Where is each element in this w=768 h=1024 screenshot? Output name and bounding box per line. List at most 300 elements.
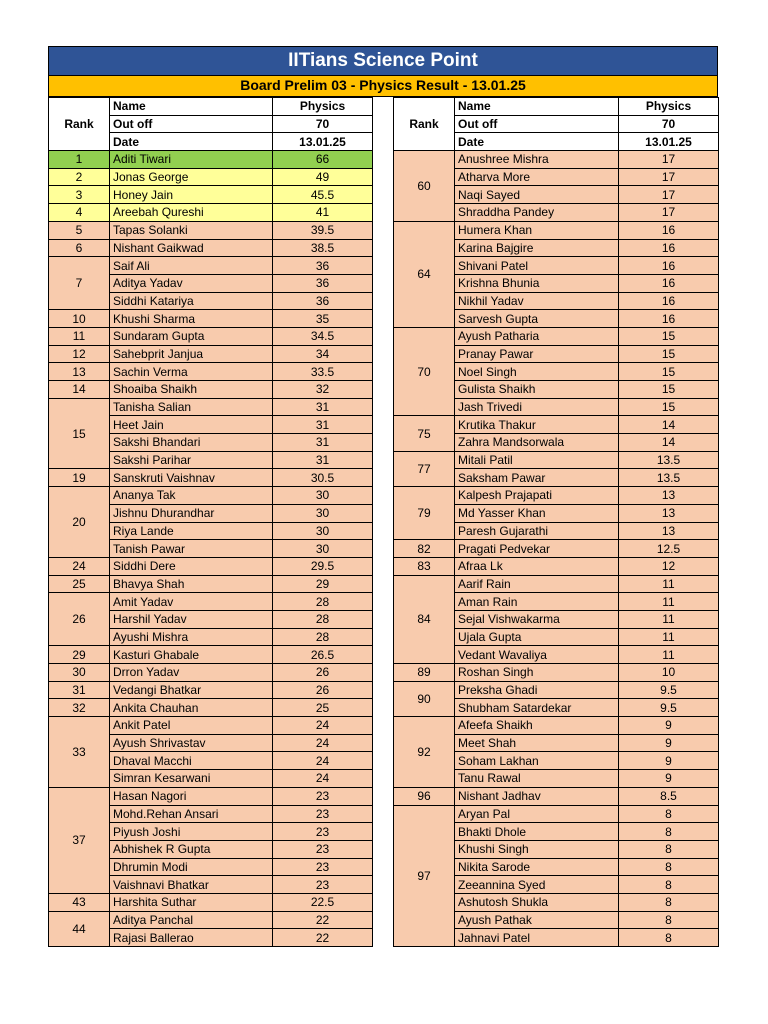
physics-score: 23	[273, 876, 373, 894]
column-gap	[373, 717, 394, 735]
table-row	[49, 628, 719, 646]
student-name: Ayush Pathak	[455, 911, 619, 929]
physics-score: 31	[273, 416, 373, 434]
rank-cell: 32	[49, 699, 110, 717]
out-of-label: Out off	[110, 115, 273, 133]
student-name: Rajasi Ballerao	[110, 929, 273, 947]
physics-score: 28	[273, 593, 373, 611]
rank-cell: 60	[394, 151, 455, 222]
physics-score: 49	[273, 168, 373, 186]
student-name: Aditya Yadav	[110, 274, 273, 292]
physics-score: 11	[619, 593, 719, 611]
student-name: Jonas George	[110, 168, 273, 186]
column-gap	[373, 451, 394, 469]
rank-cell: 82	[394, 540, 455, 558]
column-gap	[373, 840, 394, 858]
student-name: Sachin Verma	[110, 363, 273, 381]
student-name: Karina Bajgire	[455, 239, 619, 257]
physics-score: 23	[273, 787, 373, 805]
column-gap	[373, 239, 394, 257]
student-name: Ayush Patharia	[455, 327, 619, 345]
column-gap	[373, 221, 394, 239]
physics-score: 13.5	[619, 451, 719, 469]
rank-cell: 30	[49, 664, 110, 682]
date-label: Date	[110, 133, 273, 151]
physics-score: 23	[273, 840, 373, 858]
table-row	[49, 540, 719, 558]
student-name: Sahebprit Janjua	[110, 345, 273, 363]
rank-cell: 6	[49, 239, 110, 257]
physics-score: 8.5	[619, 787, 719, 805]
rank-cell: 24	[49, 557, 110, 575]
physics-score: 30	[273, 504, 373, 522]
table-row	[49, 416, 719, 434]
student-name: Preksha Ghadi	[455, 681, 619, 699]
table-row	[49, 292, 719, 310]
table-row	[49, 664, 719, 682]
student-name: Krishna Bhunia	[455, 274, 619, 292]
rank-cell: 4	[49, 204, 110, 222]
student-name: Tanish Pawar	[110, 540, 273, 558]
column-gap	[373, 327, 394, 345]
physics-score: 31	[273, 451, 373, 469]
subject-header: Physics	[273, 98, 373, 116]
out-of-label: Out off	[455, 115, 619, 133]
table-row	[49, 805, 719, 823]
rank-cell: 64	[394, 221, 455, 327]
physics-score: 9.5	[619, 681, 719, 699]
physics-score: 11	[619, 628, 719, 646]
physics-score: 22	[273, 929, 373, 947]
rank-cell: 37	[49, 787, 110, 893]
rank-cell: 97	[394, 805, 455, 947]
student-name: Areebah Qureshi	[110, 204, 273, 222]
student-name: Ujala Gupta	[455, 628, 619, 646]
physics-score: 15	[619, 327, 719, 345]
student-name: Ayush Shrivastav	[110, 734, 273, 752]
table-row	[49, 858, 719, 876]
result-subtitle: Board Prelim 03 - Physics Result - 13.01.25	[48, 76, 718, 97]
student-name: Mohd.Rehan Ansari	[110, 805, 273, 823]
institute-title: IITians Science Point	[48, 46, 718, 76]
rank-cell: 5	[49, 221, 110, 239]
name-header: Name	[110, 98, 273, 116]
column-gap	[373, 310, 394, 328]
student-name: Atharva More	[455, 168, 619, 186]
physics-score: 35	[273, 310, 373, 328]
physics-score: 28	[273, 628, 373, 646]
column-gap	[373, 664, 394, 682]
physics-score: 8	[619, 858, 719, 876]
rank-cell: 26	[49, 593, 110, 646]
rank-cell: 1	[49, 151, 110, 169]
rank-cell: 84	[394, 575, 455, 663]
physics-score: 15	[619, 381, 719, 399]
student-name: Khushi Sharma	[110, 310, 273, 328]
physics-score: 23	[273, 858, 373, 876]
physics-score: 24	[273, 734, 373, 752]
physics-score: 17	[619, 168, 719, 186]
student-name: Sejal Vishwakarma	[455, 610, 619, 628]
student-name: Aarif Rain	[455, 575, 619, 593]
column-gap	[373, 98, 394, 151]
table-row	[49, 151, 719, 169]
table-row	[49, 345, 719, 363]
physics-score: 15	[619, 345, 719, 363]
student-name: Nikhil Yadav	[455, 292, 619, 310]
physics-score: 24	[273, 752, 373, 770]
student-name: Sanskruti Vaishnav	[110, 469, 273, 487]
table-row	[49, 681, 719, 699]
student-name: Ashutosh Shukla	[455, 893, 619, 911]
physics-score: 9	[619, 717, 719, 735]
rank-cell: 31	[49, 681, 110, 699]
result-table	[48, 97, 719, 947]
column-gap	[373, 876, 394, 894]
physics-score: 11	[619, 610, 719, 628]
physics-score: 34.5	[273, 327, 373, 345]
physics-score: 17	[619, 186, 719, 204]
student-name: Pranay Pawar	[455, 345, 619, 363]
date-label: Date	[455, 133, 619, 151]
physics-score: 31	[273, 434, 373, 452]
physics-score: 30	[273, 540, 373, 558]
column-gap	[373, 628, 394, 646]
table-row	[49, 823, 719, 841]
column-gap	[373, 204, 394, 222]
rank-cell: 44	[49, 911, 110, 946]
column-gap	[373, 398, 394, 416]
column-gap	[373, 363, 394, 381]
physics-score: 8	[619, 893, 719, 911]
column-gap	[373, 911, 394, 929]
physics-score: 36	[273, 257, 373, 275]
student-name: Aryan Pal	[455, 805, 619, 823]
physics-score: 31	[273, 398, 373, 416]
rank-cell: 70	[394, 327, 455, 415]
rank-cell: 75	[394, 416, 455, 451]
column-gap	[373, 681, 394, 699]
student-name: Dhaval Macchi	[110, 752, 273, 770]
column-gap	[373, 540, 394, 558]
physics-score: 32	[273, 381, 373, 399]
student-name: Humera Khan	[455, 221, 619, 239]
physics-score: 22	[273, 911, 373, 929]
student-name: Saif Ali	[110, 257, 273, 275]
physics-score: 36	[273, 274, 373, 292]
student-name: Mitali Patil	[455, 451, 619, 469]
student-name: Sarvesh Gupta	[455, 310, 619, 328]
student-name: Paresh Gujarathi	[455, 522, 619, 540]
rank-cell: 19	[49, 469, 110, 487]
table-row	[49, 469, 719, 487]
rank-cell: 2	[49, 168, 110, 186]
physics-score: 26	[273, 664, 373, 682]
table-row	[49, 451, 719, 469]
table-row	[49, 522, 719, 540]
table-row	[49, 186, 719, 204]
student-name: Harshita Suthar	[110, 893, 273, 911]
column-gap	[373, 575, 394, 593]
physics-score: 8	[619, 840, 719, 858]
rank-cell: 14	[49, 381, 110, 399]
student-name: Bhavya Shah	[110, 575, 273, 593]
physics-score: 8	[619, 805, 719, 823]
column-gap	[373, 699, 394, 717]
physics-score: 16	[619, 239, 719, 257]
rank-cell: 79	[394, 487, 455, 540]
physics-score: 30.5	[273, 469, 373, 487]
student-name: Simran Kesarwani	[110, 770, 273, 788]
student-name: Aditi Tiwari	[110, 151, 273, 169]
physics-score: 17	[619, 204, 719, 222]
student-name: Vedant Wavaliya	[455, 646, 619, 664]
physics-score: 12	[619, 557, 719, 575]
physics-score: 8	[619, 876, 719, 894]
student-name: Ananya Tak	[110, 487, 273, 505]
column-gap	[373, 487, 394, 505]
physics-score: 16	[619, 310, 719, 328]
table-row	[49, 787, 719, 805]
rank-cell: 96	[394, 787, 455, 805]
table-row	[49, 487, 719, 505]
student-name: Sakshi Bhandari	[110, 434, 273, 452]
student-name: Soham Lakhan	[455, 752, 619, 770]
physics-score: 15	[619, 398, 719, 416]
rank-cell: 10	[49, 310, 110, 328]
physics-score: 8	[619, 911, 719, 929]
table-row	[49, 557, 719, 575]
student-name: Saksham Pawar	[455, 469, 619, 487]
physics-score: 25	[273, 699, 373, 717]
rank-cell: 92	[394, 717, 455, 788]
student-name: Jishnu Dhurandhar	[110, 504, 273, 522]
column-gap	[373, 168, 394, 186]
rank-cell: 11	[49, 327, 110, 345]
table-row	[49, 876, 719, 894]
column-gap	[373, 823, 394, 841]
physics-score: 15	[619, 363, 719, 381]
student-name: Abhishek R Gupta	[110, 840, 273, 858]
table-row	[49, 752, 719, 770]
student-name: Harshil Yadav	[110, 610, 273, 628]
physics-score: 39.5	[273, 221, 373, 239]
header-row	[49, 98, 719, 116]
result-sheet	[48, 46, 718, 947]
table-row	[49, 257, 719, 275]
student-name: Meet Shah	[455, 734, 619, 752]
student-name: Krutika Thakur	[455, 416, 619, 434]
student-name: Kalpesh Prajapati	[455, 487, 619, 505]
column-gap	[373, 274, 394, 292]
physics-score: 9	[619, 770, 719, 788]
physics-score: 12.5	[619, 540, 719, 558]
column-gap	[373, 929, 394, 947]
student-name: Dhrumin Modi	[110, 858, 273, 876]
physics-score: 13	[619, 487, 719, 505]
student-name: Nishant Gaikwad	[110, 239, 273, 257]
column-gap	[373, 522, 394, 540]
student-name: Zahra Mandsorwala	[455, 434, 619, 452]
table-row	[49, 434, 719, 452]
student-name: Siddhi Katariya	[110, 292, 273, 310]
column-gap	[373, 770, 394, 788]
physics-score: 23	[273, 823, 373, 841]
student-name: Anushree Mishra	[455, 151, 619, 169]
physics-score: 29	[273, 575, 373, 593]
student-name: Khushi Singh	[455, 840, 619, 858]
physics-score: 10	[619, 664, 719, 682]
student-name: Nikita Sarode	[455, 858, 619, 876]
physics-score: 16	[619, 221, 719, 239]
table-row	[49, 593, 719, 611]
table-row	[49, 911, 719, 929]
physics-score: 26.5	[273, 646, 373, 664]
physics-score: 16	[619, 274, 719, 292]
result-table-body	[49, 98, 719, 947]
student-name: Shraddha Pandey	[455, 204, 619, 222]
student-name: Vedangi Bhatkar	[110, 681, 273, 699]
physics-score: 45.5	[273, 186, 373, 204]
table-row	[49, 504, 719, 522]
date-value: 13.01.25	[273, 133, 373, 151]
column-gap	[373, 734, 394, 752]
student-name: Naqi Sayed	[455, 186, 619, 204]
table-row	[49, 398, 719, 416]
student-name: Nishant Jadhav	[455, 787, 619, 805]
table-row	[49, 893, 719, 911]
rank-cell: 83	[394, 557, 455, 575]
physics-score: 29.5	[273, 557, 373, 575]
column-gap	[373, 805, 394, 823]
rank-cell: 13	[49, 363, 110, 381]
physics-score: 8	[619, 823, 719, 841]
column-gap	[373, 787, 394, 805]
student-name: Gulista Shaikh	[455, 381, 619, 399]
name-header: Name	[455, 98, 619, 116]
physics-score: 9.5	[619, 699, 719, 717]
rank-cell: 7	[49, 257, 110, 310]
rank-cell: 15	[49, 398, 110, 469]
student-name: Riya Lande	[110, 522, 273, 540]
student-name: Afeefa Shaikh	[455, 717, 619, 735]
physics-score: 34	[273, 345, 373, 363]
column-gap	[373, 504, 394, 522]
rank-header: Rank	[49, 98, 110, 151]
student-name: Honey Jain	[110, 186, 273, 204]
table-row	[49, 363, 719, 381]
column-gap	[373, 292, 394, 310]
out-of-value: 70	[273, 115, 373, 133]
column-gap	[373, 752, 394, 770]
student-name: Hasan Nagori	[110, 787, 273, 805]
rank-cell: 12	[49, 345, 110, 363]
table-row	[49, 770, 719, 788]
student-name: Jash Trivedi	[455, 398, 619, 416]
out-of-value: 70	[619, 115, 719, 133]
physics-score: 13.5	[619, 469, 719, 487]
table-row	[49, 734, 719, 752]
rank-cell: 77	[394, 451, 455, 486]
physics-score: 16	[619, 257, 719, 275]
student-name: Roshan Singh	[455, 664, 619, 682]
student-name: Drron Yadav	[110, 664, 273, 682]
physics-score: 14	[619, 416, 719, 434]
table-row	[49, 221, 719, 239]
column-gap	[373, 893, 394, 911]
column-gap	[373, 593, 394, 611]
rank-cell: 25	[49, 575, 110, 593]
student-name: Shivani Patel	[455, 257, 619, 275]
table-row	[49, 646, 719, 664]
column-gap	[373, 858, 394, 876]
student-name: Aditya Panchal	[110, 911, 273, 929]
column-gap	[373, 610, 394, 628]
date-value: 13.01.25	[619, 133, 719, 151]
rank-header: Rank	[394, 98, 455, 151]
table-row	[49, 610, 719, 628]
student-name: Afraa Lk	[455, 557, 619, 575]
table-row	[49, 699, 719, 717]
table-row	[49, 717, 719, 735]
student-name: Sakshi Parihar	[110, 451, 273, 469]
physics-score: 13	[619, 522, 719, 540]
student-name: Sundaram Gupta	[110, 327, 273, 345]
table-row	[49, 310, 719, 328]
physics-score: 9	[619, 734, 719, 752]
column-gap	[373, 646, 394, 664]
student-name: Ankit Patel	[110, 717, 273, 735]
column-gap	[373, 557, 394, 575]
physics-score: 8	[619, 929, 719, 947]
column-gap	[373, 186, 394, 204]
table-row	[49, 274, 719, 292]
student-name: Tapas Solanki	[110, 221, 273, 239]
rank-cell: 89	[394, 664, 455, 682]
table-row	[49, 168, 719, 186]
rank-cell: 90	[394, 681, 455, 716]
column-gap	[373, 381, 394, 399]
column-gap	[373, 151, 394, 169]
student-name: Md Yasser Khan	[455, 504, 619, 522]
column-gap	[373, 345, 394, 363]
rank-cell: 3	[49, 186, 110, 204]
subject-header: Physics	[619, 98, 719, 116]
column-gap	[373, 434, 394, 452]
physics-score: 11	[619, 646, 719, 664]
physics-score: 30	[273, 522, 373, 540]
student-name: Tanu Rawal	[455, 770, 619, 788]
student-name: Tanisha Salian	[110, 398, 273, 416]
table-row	[49, 929, 719, 947]
student-name: Shoaiba Shaikh	[110, 381, 273, 399]
physics-score: 16	[619, 292, 719, 310]
student-name: Kasturi Ghabale	[110, 646, 273, 664]
physics-score: 14	[619, 434, 719, 452]
student-name: Noel Singh	[455, 363, 619, 381]
physics-score: 30	[273, 487, 373, 505]
physics-score: 26	[273, 681, 373, 699]
table-row	[49, 840, 719, 858]
rank-cell: 33	[49, 717, 110, 788]
table-row	[49, 381, 719, 399]
student-name: Vaishnavi Bhatkar	[110, 876, 273, 894]
student-name: Siddhi Dere	[110, 557, 273, 575]
physics-score: 33.5	[273, 363, 373, 381]
physics-score: 36	[273, 292, 373, 310]
physics-score: 17	[619, 151, 719, 169]
student-name: Aman Rain	[455, 593, 619, 611]
